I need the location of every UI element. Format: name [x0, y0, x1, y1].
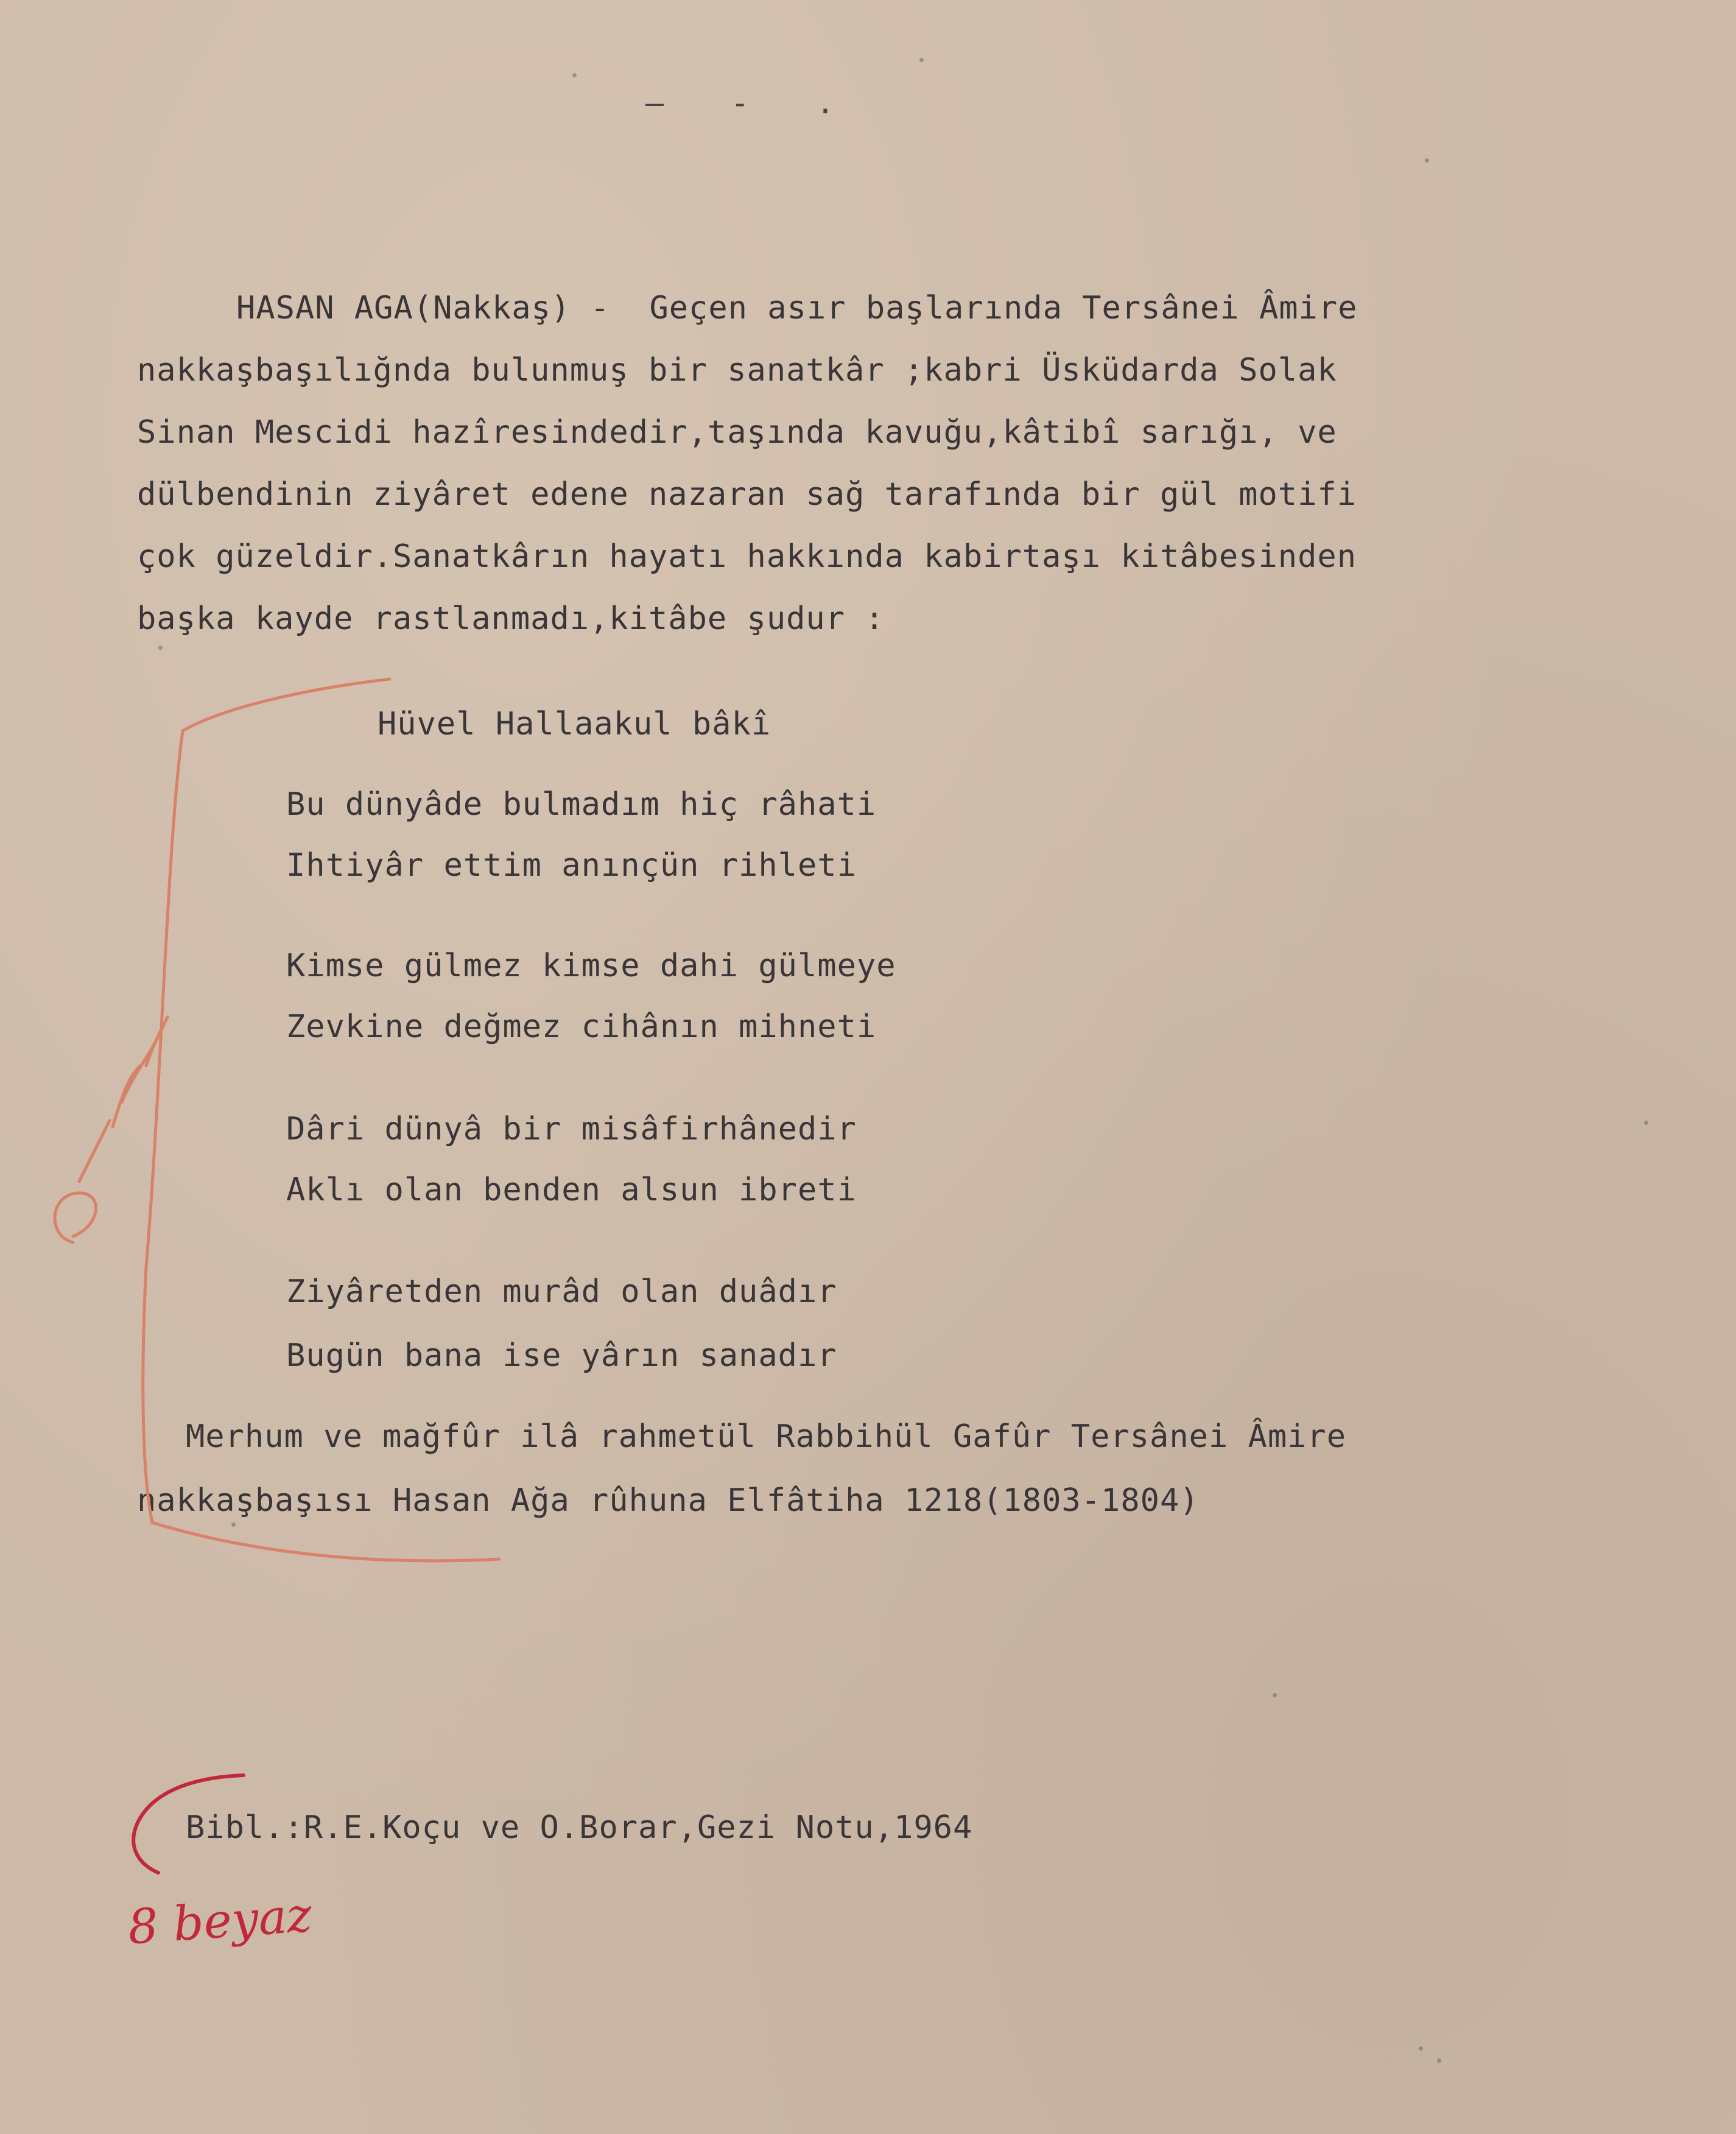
paragraph-line-5: çok güzeldir.Sanatkârın hayatı hakkında kabirtaşı kitâbesinden	[137, 538, 1357, 575]
verse-4-line-1: Ziyâretden murâd olan duâdır	[286, 1273, 837, 1310]
paper-speck	[1425, 158, 1429, 163]
orange-pencil-scribble	[37, 999, 183, 1255]
closing-line-1: Merhum ve mağfûr ilâ rahmetül Rabbihül Gafûr Tersânei Âmire	[186, 1418, 1347, 1455]
top-marks: – - .	[645, 85, 859, 121]
paragraph-line-2: nakkaşbaşılığnda bulunmuş bir sanatkâr ;kabri Üsküdarda Solak	[137, 352, 1337, 389]
paper-speck	[158, 646, 163, 650]
paper-speck	[572, 73, 577, 77]
bibliography: Bibl.:R.E.Koçu ve O.Borar,Gezi Notu,1964	[186, 1809, 973, 1846]
handwritten-note: 8 beyaz	[126, 1887, 314, 1956]
verse-2-line-1: Kimse gülmez kimse dahi gülmeye	[286, 948, 896, 984]
verse-4-line-2: Bugün bana ise yârın sanadır	[286, 1337, 837, 1374]
verse-1-line-2: Ihtiyâr ettim anınçün rihleti	[286, 847, 857, 884]
verse-3-line-2: Aklı olan benden alsun ibreti	[286, 1172, 857, 1208]
paper-speck	[1437, 2058, 1441, 2063]
verse-1-line-1: Bu dünyâde bulmadım hiç râhati	[286, 786, 877, 823]
red-pen-bracket	[110, 1766, 256, 1882]
paragraph-line-1: HASAN AGA(Nakkaş) - Geçen asır başlarında Tersânei Âmire	[236, 290, 1358, 326]
closing-line-2: nakkaşbaşısı Hasan Ağa rûhuna Elfâtiha 1218(1803-1804)	[137, 1482, 1200, 1519]
verse-3-line-1: Dâri dünyâ bir misâfirhânedir	[286, 1111, 857, 1147]
paragraph-line-3: Sinan Mescidi hazîresindedir,taşında kavuğu,kâtibî sarığı, ve	[137, 414, 1337, 451]
verse-2-line-2: Zevkine değmez cihânın mihneti	[286, 1009, 877, 1045]
paper-speck	[1419, 2046, 1423, 2051]
paper-speck	[1273, 1693, 1277, 1697]
paper-speck	[1644, 1121, 1648, 1125]
paragraph-line-4: dülbendinin ziyâret edene nazaran sağ tarafında bir gül motifi	[137, 476, 1357, 513]
paragraph-line-6: başka kayde rastlanmadı,kitâbe şudur :	[137, 600, 885, 637]
paper-speck	[919, 58, 924, 62]
epitaph-header: Hüvel Hallaakul bâkî	[378, 706, 771, 742]
